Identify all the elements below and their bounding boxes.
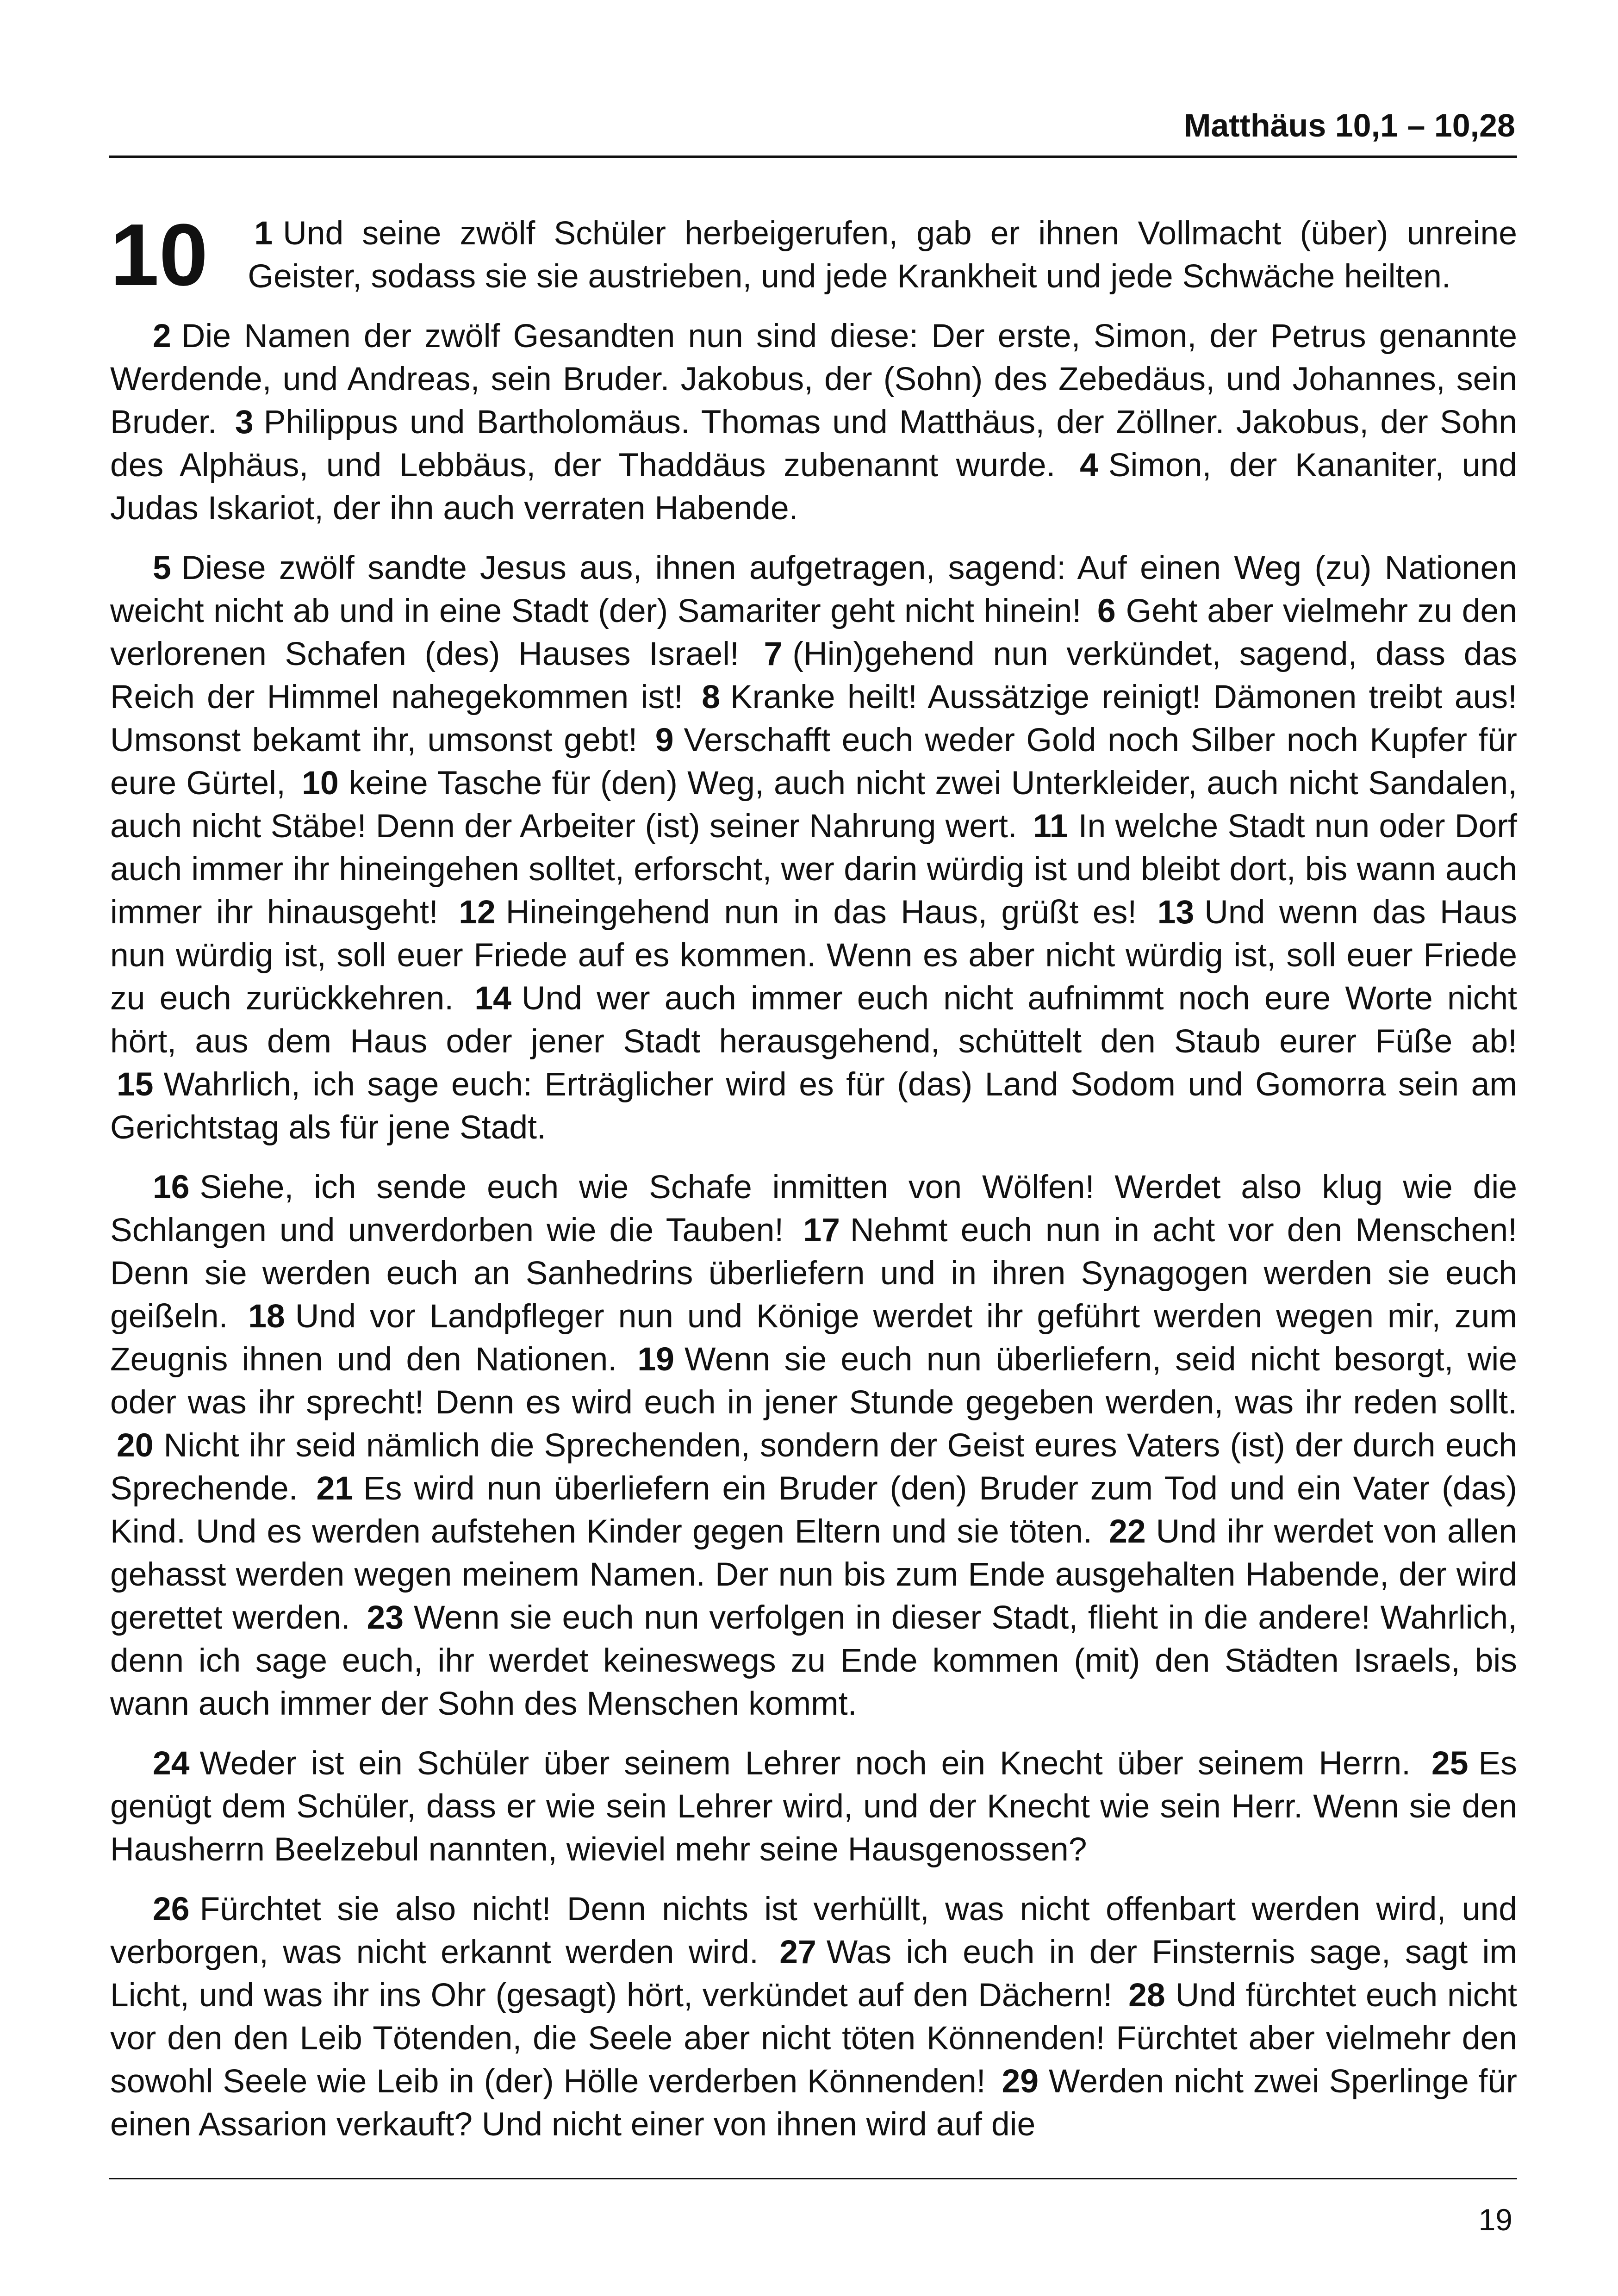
- verse-number: 22: [1109, 1513, 1146, 1550]
- verse-text: Die Namen der zwölf Gesandten nun sind diese: Der erste, Simon, der Petrus genannte Werdende, und Andreas, sein Bruder. Jakobus, der (Sohn) des Zebedäus, und Johannes, sein Bruder.: [110, 317, 1517, 441]
- verse-text: Kranke heilt! Aussätzige reinigt! Dämonen treibt aus! Umsonst bekamt ihr, umsonst gebt!: [110, 678, 1517, 759]
- verse-number: 26: [153, 1891, 190, 1928]
- verse-text: Und wenn das Haus nun würdig ist, soll euer Friede auf es kommen. Wenn es aber nicht würdig ist, soll euer Friede zu euch zurückkehren.: [110, 894, 1517, 1017]
- verse-number: 2: [153, 317, 171, 355]
- verse-text: Was ich euch in der Finsternis sage, sagt im Licht, und was ihr ins Ohr (gesagt) hört, verkündet auf den Dächern!: [110, 1934, 1518, 2014]
- verse-text: Simon, der Kananiter, und Judas Iskariot, der ihn auch verraten Habende.: [110, 447, 1517, 527]
- verse-text: Philippus und Bartholomäus. Thomas und Matthäus, der Zöllner. Jakobus, der Sohn des Alphäus, und Lebbäus, der Thaddäus zubenannt wurde.: [110, 404, 1517, 484]
- verse-number: 14: [474, 980, 511, 1017]
- verse-number: 24: [153, 1745, 190, 1782]
- verse-text: Verschafft euch weder Gold noch Silber noch Kupfer für eure Gürtel,: [110, 722, 1517, 802]
- verse-number: 15: [117, 1066, 154, 1103]
- verse-number: 29: [1002, 2063, 1039, 2100]
- verse-text: Wenn sie euch nun überliefern, seid nicht besorgt, wie oder was ihr sprecht! Denn es wird euch in jener Stunde gegeben werden, was ihr reden sollt.: [110, 1341, 1517, 1421]
- verse-text: Siehe, ich sende euch wie Schafe inmitten von Wölfen! Werdet also klug wie die Schlangen und unverdorben wie die Tauben!: [110, 1169, 1517, 1249]
- verse-text: (Hin)gehend nun verkündet, sagend, dass das Reich der Himmel nahegekommen ist!: [110, 635, 1517, 716]
- verse-number: 23: [367, 1599, 404, 1636]
- verse-number: 6: [1097, 592, 1116, 629]
- verse-text: keine Tasche für (den) Weg, auch nicht zwei Unterkleider, auch nicht Sandalen, auch nicht Stäbe! Denn der Arbeiter (ist) seiner Nahrung wert.: [110, 765, 1517, 845]
- paragraph: [110, 206, 1517, 304]
- verse-number: 9: [655, 722, 674, 759]
- paragraph: [110, 1742, 1517, 1871]
- verse-text: Und fürchtet euch nicht vor den den Leib Tötenden, die Seele aber nicht töten Könnenden! Fürchtet aber vielmehr den sowohl Seele wie Leib in (der) Hölle verderben Könnenden!: [110, 1977, 1517, 2100]
- verse-number: 10: [302, 765, 339, 802]
- verse-text: Und ihr werdet von allen gehasst werden wegen meinem Namen. Der nun bis zum Ende ausgehalten Habende, der wird gerettet werden.: [110, 1513, 1517, 1636]
- verse-text: Und seine zwölf Schüler herbeigerufen, gab er ihnen Vollmacht (über) unreine Geister, sodass sie sie austrieben, und jede Krankheit und jede Schwäche heilten.: [248, 215, 1517, 295]
- paragraph: [110, 547, 1517, 1149]
- verse-number: 8: [702, 678, 720, 716]
- verse-text: Es wird nun überliefern ein Bruder (den) Bruder zum Tod und ein Vater (das) Kind. Und es werden aufstehen Kinder gegen Eltern und sie töten.: [110, 1470, 1517, 1550]
- verse-number: 3: [235, 404, 254, 441]
- verse-number: 4: [1080, 447, 1098, 484]
- verse-number: 21: [316, 1470, 353, 1507]
- verse-number: 19: [637, 1341, 674, 1378]
- verse-text: Werden nicht zwei Sperlinge für einen Assarion verkauft? Und nicht einer von ihnen wird auf die: [110, 2063, 1517, 2143]
- verse-text: Und vor Landpfleger nun und Könige werdet ihr geführt werden wegen mir, zum Zeugnis ihnen und den Nationen.: [110, 1298, 1517, 1378]
- running-header: Matthäus 10,1 – 10,28: [1184, 107, 1515, 143]
- verse-text: Nehmt euch nun in acht vor den Menschen! Denn sie werden euch an Sanhedrins überliefern und in ihren Synagogen werden sie euch geißeln.: [110, 1212, 1517, 1335]
- verse-text: Nicht ihr seid nämlich die Sprechenden, sondern der Geist eures Vaters (ist) der durch euch Sprechende.: [110, 1427, 1517, 1507]
- verse-number: 27: [779, 1934, 816, 1971]
- chapter-text: [110, 206, 1518, 2163]
- verse-number: 13: [1157, 894, 1195, 931]
- verse-number: 7: [764, 635, 783, 672]
- verse-text: Diese zwölf sandte Jesus aus, ihnen aufgetragen, sagend: Auf einen Weg (zu) Nationen weicht nicht ab und in eine Stadt (der) Samariter geht nicht hinein!: [110, 549, 1517, 629]
- verse-text: In welche Stadt nun oder Dorf auch immer ihr hineingehen solltet, erforscht, wer darin würdig ist und bleibt dort, bis wann auch immer ihr hinausgeht!: [110, 808, 1518, 931]
- verse-text: Und wer auch immer euch nicht aufnimmt noch eure Worte nicht hört, aus dem Haus oder jener Stadt herausgehend, schüttelt den Staub eurer Füße ab!: [110, 980, 1517, 1060]
- header-rule: [109, 156, 1517, 158]
- verse-number: 25: [1431, 1745, 1469, 1782]
- verse-number: 1: [254, 215, 273, 252]
- verse-number: 20: [117, 1427, 154, 1464]
- verse-text: Wahrlich, ich sage euch: Erträglicher wird es für (das) Land Sodom und Gomorra sein am Gerichtstag als für jene Stadt.: [110, 1066, 1517, 1146]
- verse-number: 17: [803, 1212, 840, 1249]
- paragraph: [110, 1888, 1517, 2146]
- verse-text: Geht aber vielmehr zu den verlorenen Schafen (des) Hauses Israel!: [110, 592, 1517, 672]
- verse-text: Weder ist ein Schüler über seinem Lehrer noch ein Knecht über seinem Herrn.: [199, 1745, 1411, 1782]
- verse-text: Wenn sie euch nun verfolgen in dieser Stadt, flieht in die andere! Wahrlich, denn ich sage euch, ihr werdet keineswegs zu Ende kommen (mit) den Städten Israels, bis wann auch immer der Sohn des Menschen kommt.: [110, 1599, 1517, 1722]
- verse-number: 16: [153, 1169, 190, 1206]
- page-number: 19: [1478, 2203, 1512, 2237]
- verse-number: 28: [1128, 1977, 1165, 2014]
- verse-number: 12: [459, 894, 496, 931]
- verse-text: Hineingehend nun in das Haus, grüßt es!: [505, 894, 1137, 931]
- paragraph: [110, 1166, 1517, 1725]
- chapter-number: 10: [110, 206, 208, 304]
- footer-rule: [109, 2178, 1517, 2179]
- verse-number: 11: [1033, 808, 1068, 845]
- verse-text: Es genügt dem Schüler, dass er wie sein Lehrer wird, und der Knecht wie sein Herr. Wenn sie den Hausherrn Beelzebul nannten, wieviel mehr seine Hausgenossen?: [110, 1745, 1517, 1868]
- paragraph: [110, 315, 1517, 530]
- verse-text: Fürchtet sie also nicht! Denn nichts ist verhüllt, was nicht offenbart werden wird, und verborgen, was nicht erkannt werden wird.: [110, 1891, 1517, 1971]
- verse-number: 18: [248, 1298, 285, 1335]
- verse-number: 5: [153, 549, 171, 586]
